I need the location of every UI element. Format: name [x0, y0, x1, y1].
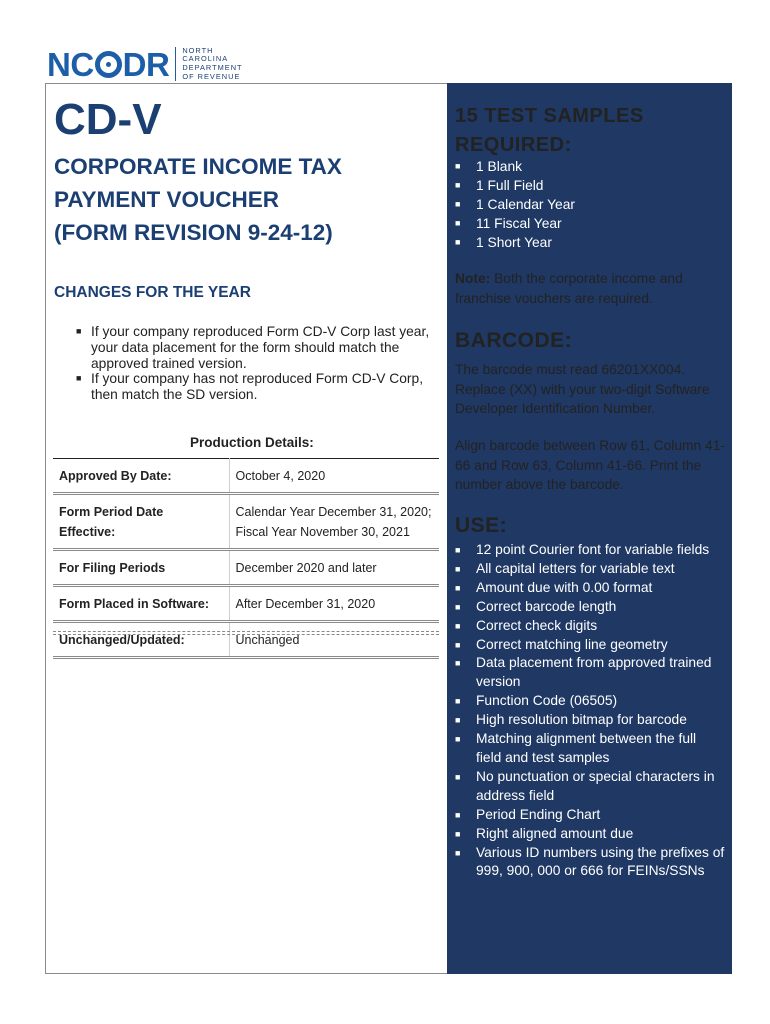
- table-cell-value: Unchanged: [235, 633, 300, 647]
- use-item-text: Data placement from approved trained version: [476, 655, 712, 690]
- list-item: [455, 579, 725, 598]
- table-cell-label: Form Placed in Software:: [53, 586, 229, 622]
- use-item-text: Matching alignment between the full field and test samples: [476, 731, 697, 765]
- barcode-heading: BARCODE:: [455, 329, 573, 352]
- logo-line-1: NORTH: [182, 45, 214, 55]
- barcode-align-text: Align barcode between Row 61, Column 41-66 and Row 63, Column 41-66. Print the number above the barcode.: [455, 438, 725, 492]
- samples-heading: 15 TEST SAMPLES REQUIRED:: [455, 105, 644, 156]
- list-item: [455, 806, 725, 825]
- table-cell-label: Unchanged/Updated:: [53, 622, 229, 658]
- square-bullet-icon: ■: [455, 601, 461, 612]
- list-item: [455, 825, 725, 844]
- list-item: [455, 654, 725, 692]
- square-bullet-icon: ■: [455, 563, 461, 574]
- sample-item-text: 1 Full Field: [476, 178, 544, 193]
- changes-item-text: If your company reproduced Form CD-V Corp last year, your data placement for the form should match the approved trained version.: [91, 324, 430, 371]
- use-item-text: All capital letters for variable text: [476, 560, 675, 576]
- square-bullet-icon: ■: [455, 734, 461, 745]
- use-item-text: High resolution bitmap for barcode: [476, 712, 687, 728]
- use-heading: USE:: [455, 514, 508, 537]
- table-cell-value: October 4, 2020: [235, 469, 326, 483]
- list-item: [455, 768, 725, 806]
- logo-wordmark-right: DR: [122, 45, 170, 83]
- changes-item-text: If your company has not reproduced Form CD-V Corp, then match the SD version.: [91, 371, 424, 403]
- list-item: [455, 598, 725, 617]
- square-bullet-icon: ■: [455, 809, 461, 820]
- square-bullet-icon: ■: [455, 828, 461, 839]
- list-item: [455, 176, 575, 195]
- logo-wordmark-left: NC: [47, 45, 94, 83]
- note-label: Note:: [455, 271, 491, 286]
- use-item-text: Various ID numbers using the prefixes of 999, 900, 000 or 666 for FEINs/SSNs: [476, 844, 725, 879]
- form-subtitle: [54, 150, 434, 249]
- square-bullet-icon: ■: [455, 639, 461, 650]
- square-bullet-icon: ■: [455, 161, 461, 171]
- note-text: Both the corporate income and franchise vouchers are required.: [455, 271, 683, 306]
- logo-agency-name: [182, 47, 242, 81]
- list-item: [455, 730, 725, 768]
- table-row: [53, 586, 439, 622]
- table-cell-label: Form Period Date Effective:: [53, 494, 229, 550]
- list-item: [76, 371, 436, 403]
- table-bottom-rule: [53, 631, 439, 635]
- sample-item-text: 1 Calendar Year: [476, 197, 575, 212]
- table-row: [53, 494, 439, 550]
- list-item: [455, 711, 725, 730]
- square-bullet-icon: ■: [455, 237, 461, 247]
- square-bullet-icon: ■: [455, 545, 461, 555]
- square-bullet-icon: ■: [76, 326, 82, 336]
- use-item-text: 12 point Courier font for variable fields: [476, 542, 710, 557]
- square-bullet-icon: ■: [76, 373, 82, 384]
- square-bullet-icon: ■: [455, 180, 461, 190]
- logo-line-4: OF REVENUE: [182, 71, 241, 81]
- changes-heading: CHANGES FOR THE YEAR: [54, 284, 251, 301]
- list-item: [455, 844, 725, 882]
- use-list: [455, 541, 725, 881]
- list-item: [455, 157, 575, 176]
- table-cell-value: December 2020 and later: [235, 561, 377, 575]
- samples-list: [455, 157, 575, 252]
- production-details-table: [53, 458, 439, 659]
- use-item-text: Right aligned amount due: [476, 825, 634, 841]
- list-item: [455, 195, 575, 214]
- subtitle-line-1: CORPORATE INCOME TAX: [54, 154, 342, 179]
- list-item: [455, 233, 575, 252]
- square-bullet-icon: ■: [455, 715, 461, 726]
- logo-wordmark: [47, 45, 170, 83]
- sample-item-text: 1 Short Year: [476, 235, 552, 250]
- sample-item-text: 11 Fiscal Year: [476, 216, 562, 231]
- logo-line-3: DEPARTMENT: [182, 63, 243, 72]
- use-item-text: No punctuation or special characters in address field: [476, 768, 715, 803]
- subtitle-line-2: PAYMENT VOUCHER: [54, 187, 280, 212]
- production-details-title: Production Details:: [190, 435, 314, 450]
- use-item-text: Amount due with 0.00 format: [476, 579, 653, 595]
- sample-item-text: 1 Blank: [476, 159, 523, 174]
- ncdor-logo: [47, 44, 243, 84]
- use-item-text: Correct barcode length: [476, 598, 617, 614]
- table-cell-label: For Filing Periods: [53, 550, 229, 586]
- table-cell-label: Approved By Date:: [53, 459, 229, 494]
- table-row: [53, 459, 439, 494]
- square-bullet-icon: ■: [455, 620, 461, 631]
- logo-divider: [175, 47, 176, 81]
- subtitle-line-3: (FORM REVISION 9-24-12): [54, 220, 333, 245]
- square-bullet-icon: ■: [455, 218, 461, 228]
- square-bullet-icon: ■: [455, 658, 461, 669]
- use-item-text: Correct check digits: [476, 617, 598, 633]
- list-item: [455, 617, 725, 636]
- list-item: [455, 214, 575, 233]
- table-cell-value: Calendar Year December 31, 2020; Fiscal Year November 30, 2021: [235, 505, 432, 539]
- list-item: [455, 560, 725, 579]
- list-item: [76, 324, 436, 371]
- table-row: [53, 550, 439, 586]
- use-item-text: Period Ending Chart: [476, 806, 601, 822]
- list-item: [455, 692, 725, 711]
- use-item-text: Correct matching line geometry: [476, 636, 668, 652]
- list-item: [455, 541, 725, 560]
- samples-note: [455, 269, 720, 308]
- square-bullet-icon: ■: [455, 582, 461, 593]
- form-title: CD-V: [54, 95, 162, 144]
- changes-list: [76, 324, 436, 403]
- square-bullet-icon: ■: [455, 847, 461, 858]
- table-cell-value: After December 31, 2020: [235, 597, 376, 611]
- table-row: [53, 622, 439, 658]
- square-bullet-icon: ■: [455, 199, 461, 209]
- barcode-text: The barcode must read 66201XX004. Replace (XX) with your two-digit Software Developer Identification Number.: [455, 362, 710, 416]
- list-item: [455, 636, 725, 655]
- logo-o-icon: [95, 51, 122, 78]
- square-bullet-icon: ■: [455, 771, 461, 782]
- use-item-text: Function Code (06505): [476, 693, 618, 709]
- logo-line-2: CAROLINA: [182, 54, 229, 64]
- square-bullet-icon: ■: [455, 696, 461, 707]
